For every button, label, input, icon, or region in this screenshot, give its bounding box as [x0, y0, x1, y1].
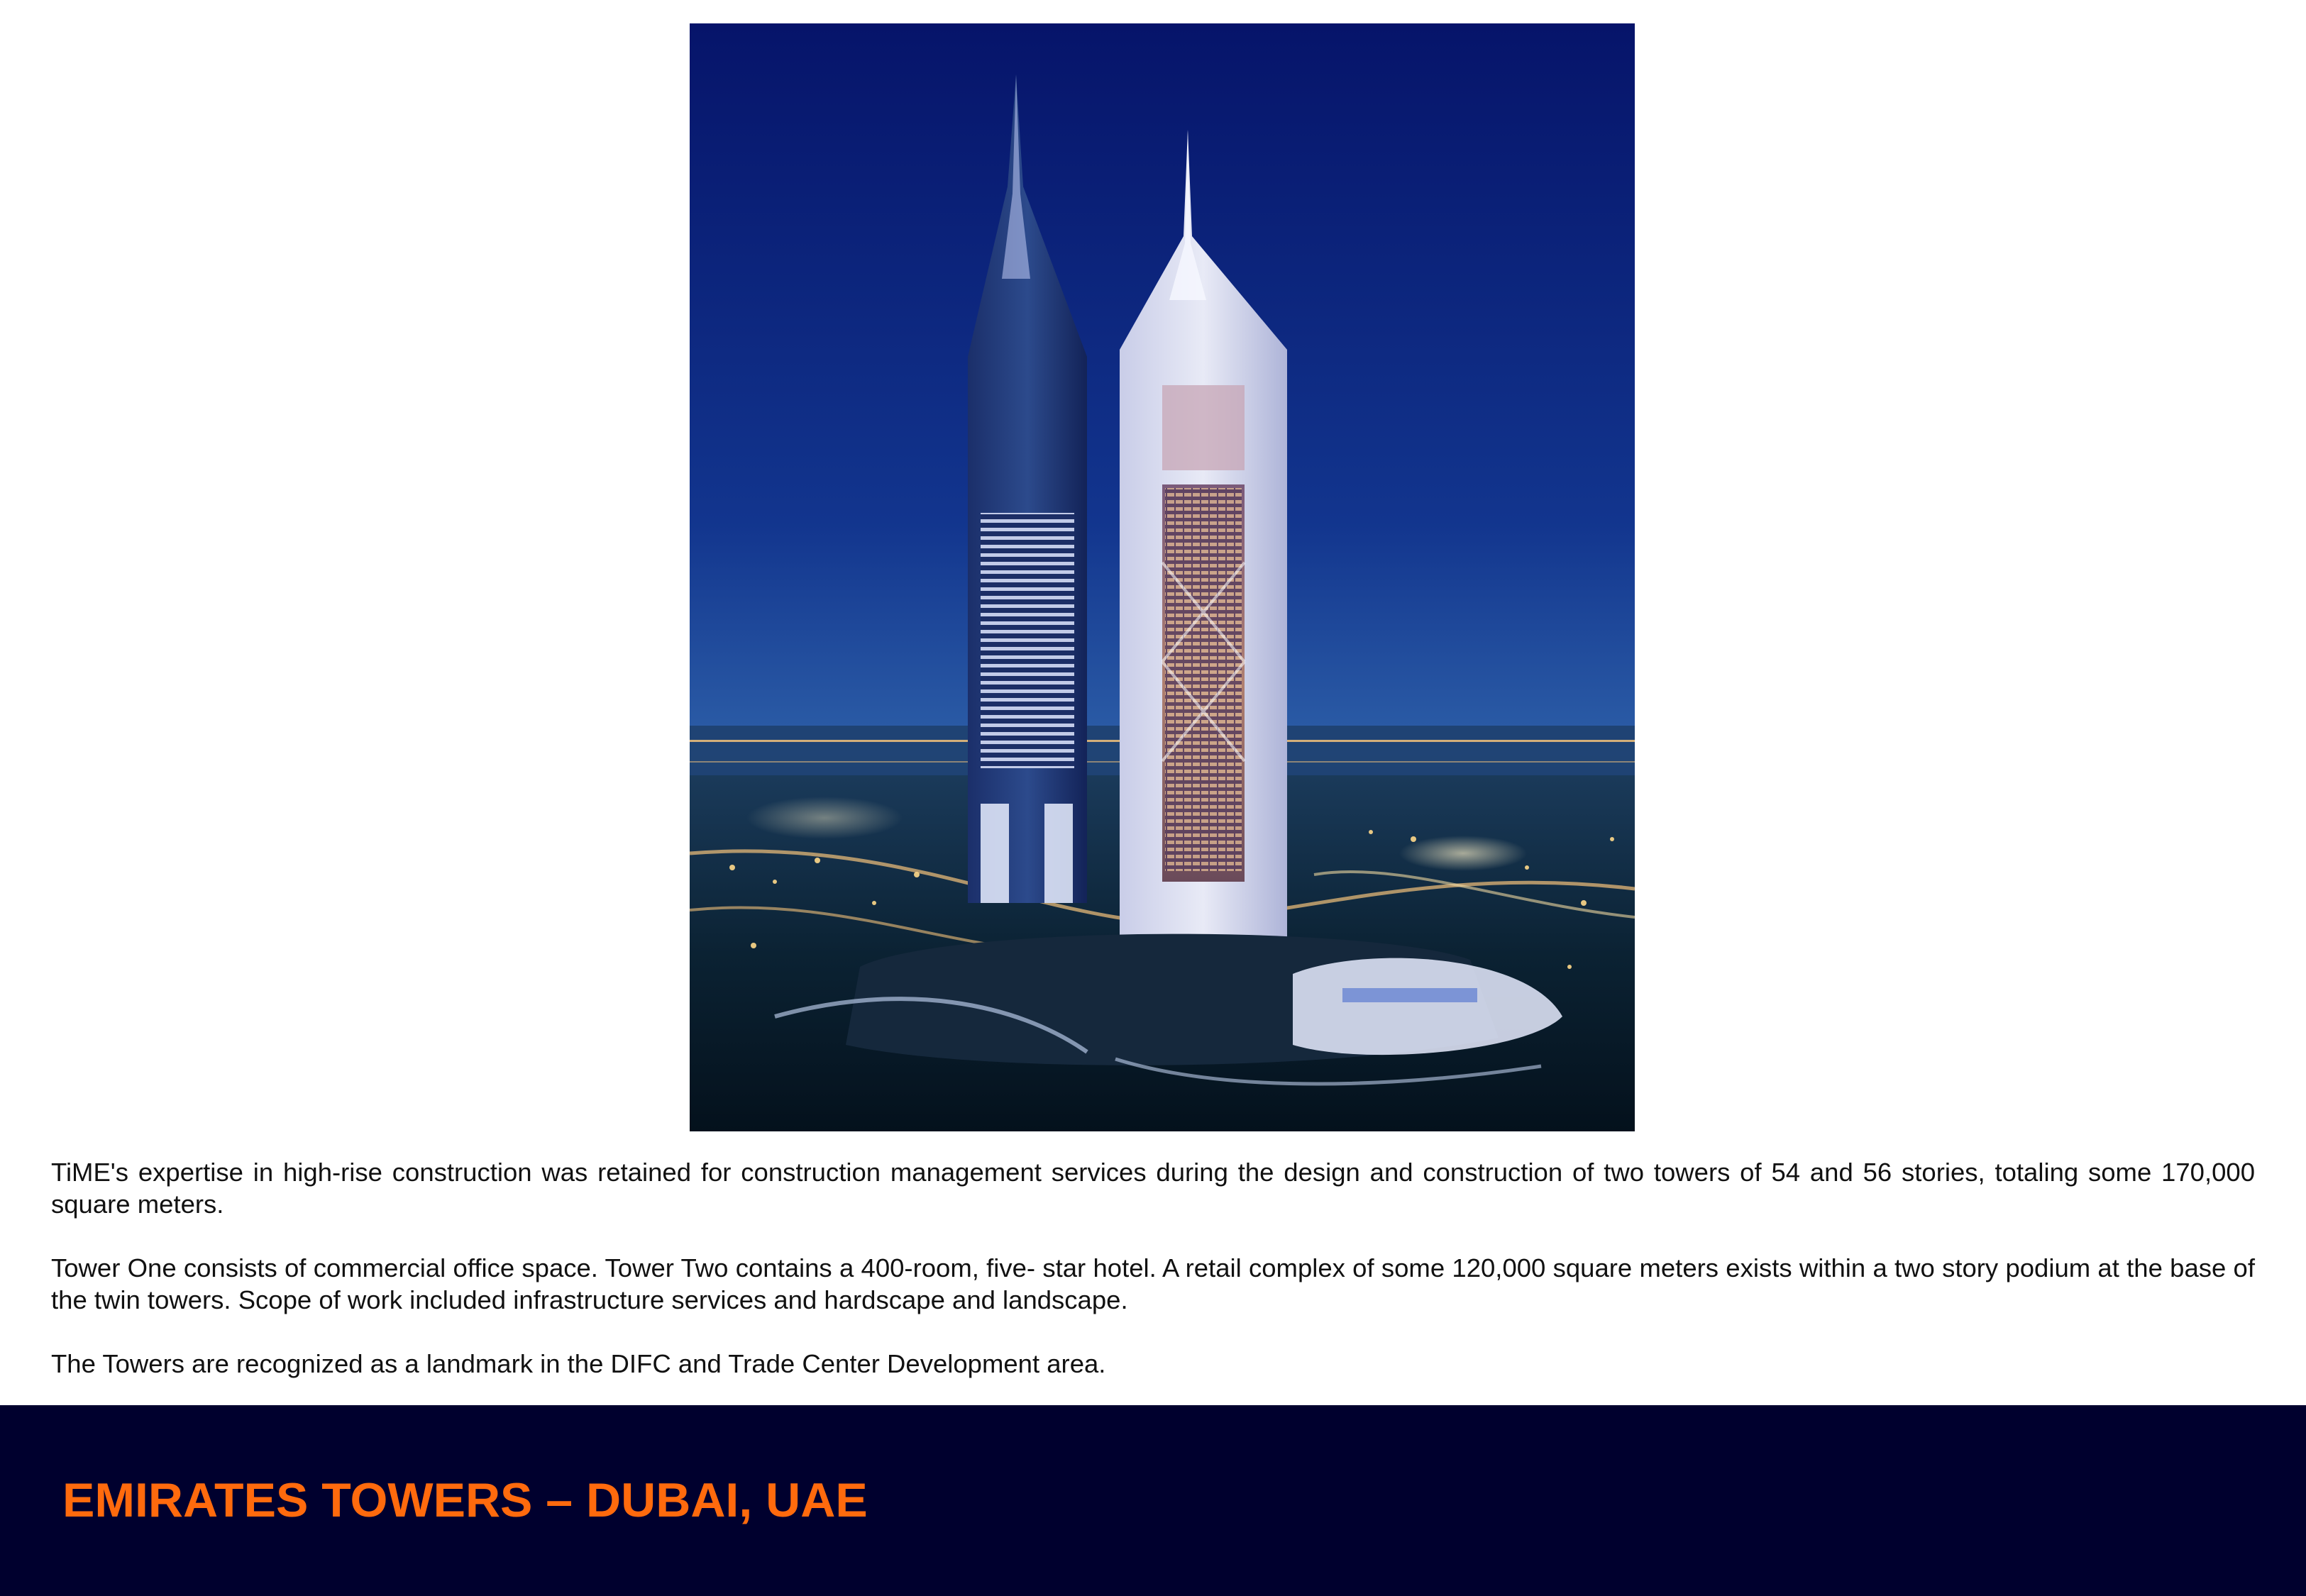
- description-paragraph-scope: TiME's expertise in high-rise construction was retained for construction management services during the design and construction of two towers of 54 and 56 stories, totaling some 170,000 square meters.: [51, 1158, 2255, 1219]
- project-title: EMIRATES TOWERS – DUBAI, UAE: [62, 1473, 868, 1527]
- emirates-towers-photo: [690, 23, 1635, 1131]
- description-paragraph-landmark: The Towers are recognized as a landmark in the DIFC and Trade Center Development area.: [51, 1349, 1106, 1378]
- description-paragraph-towers: Tower One consists of commercial office space. Tower Two contains a 400-room, five- star hotel. A retail complex of some 120,000 square meters exists within a two story podium at the base of the twin towers. Scope of work included infrastructure services and hardscape and landscape.: [51, 1253, 2255, 1314]
- project-description: [51, 1156, 2255, 1380]
- night-skyline-illustration: [690, 23, 1635, 1131]
